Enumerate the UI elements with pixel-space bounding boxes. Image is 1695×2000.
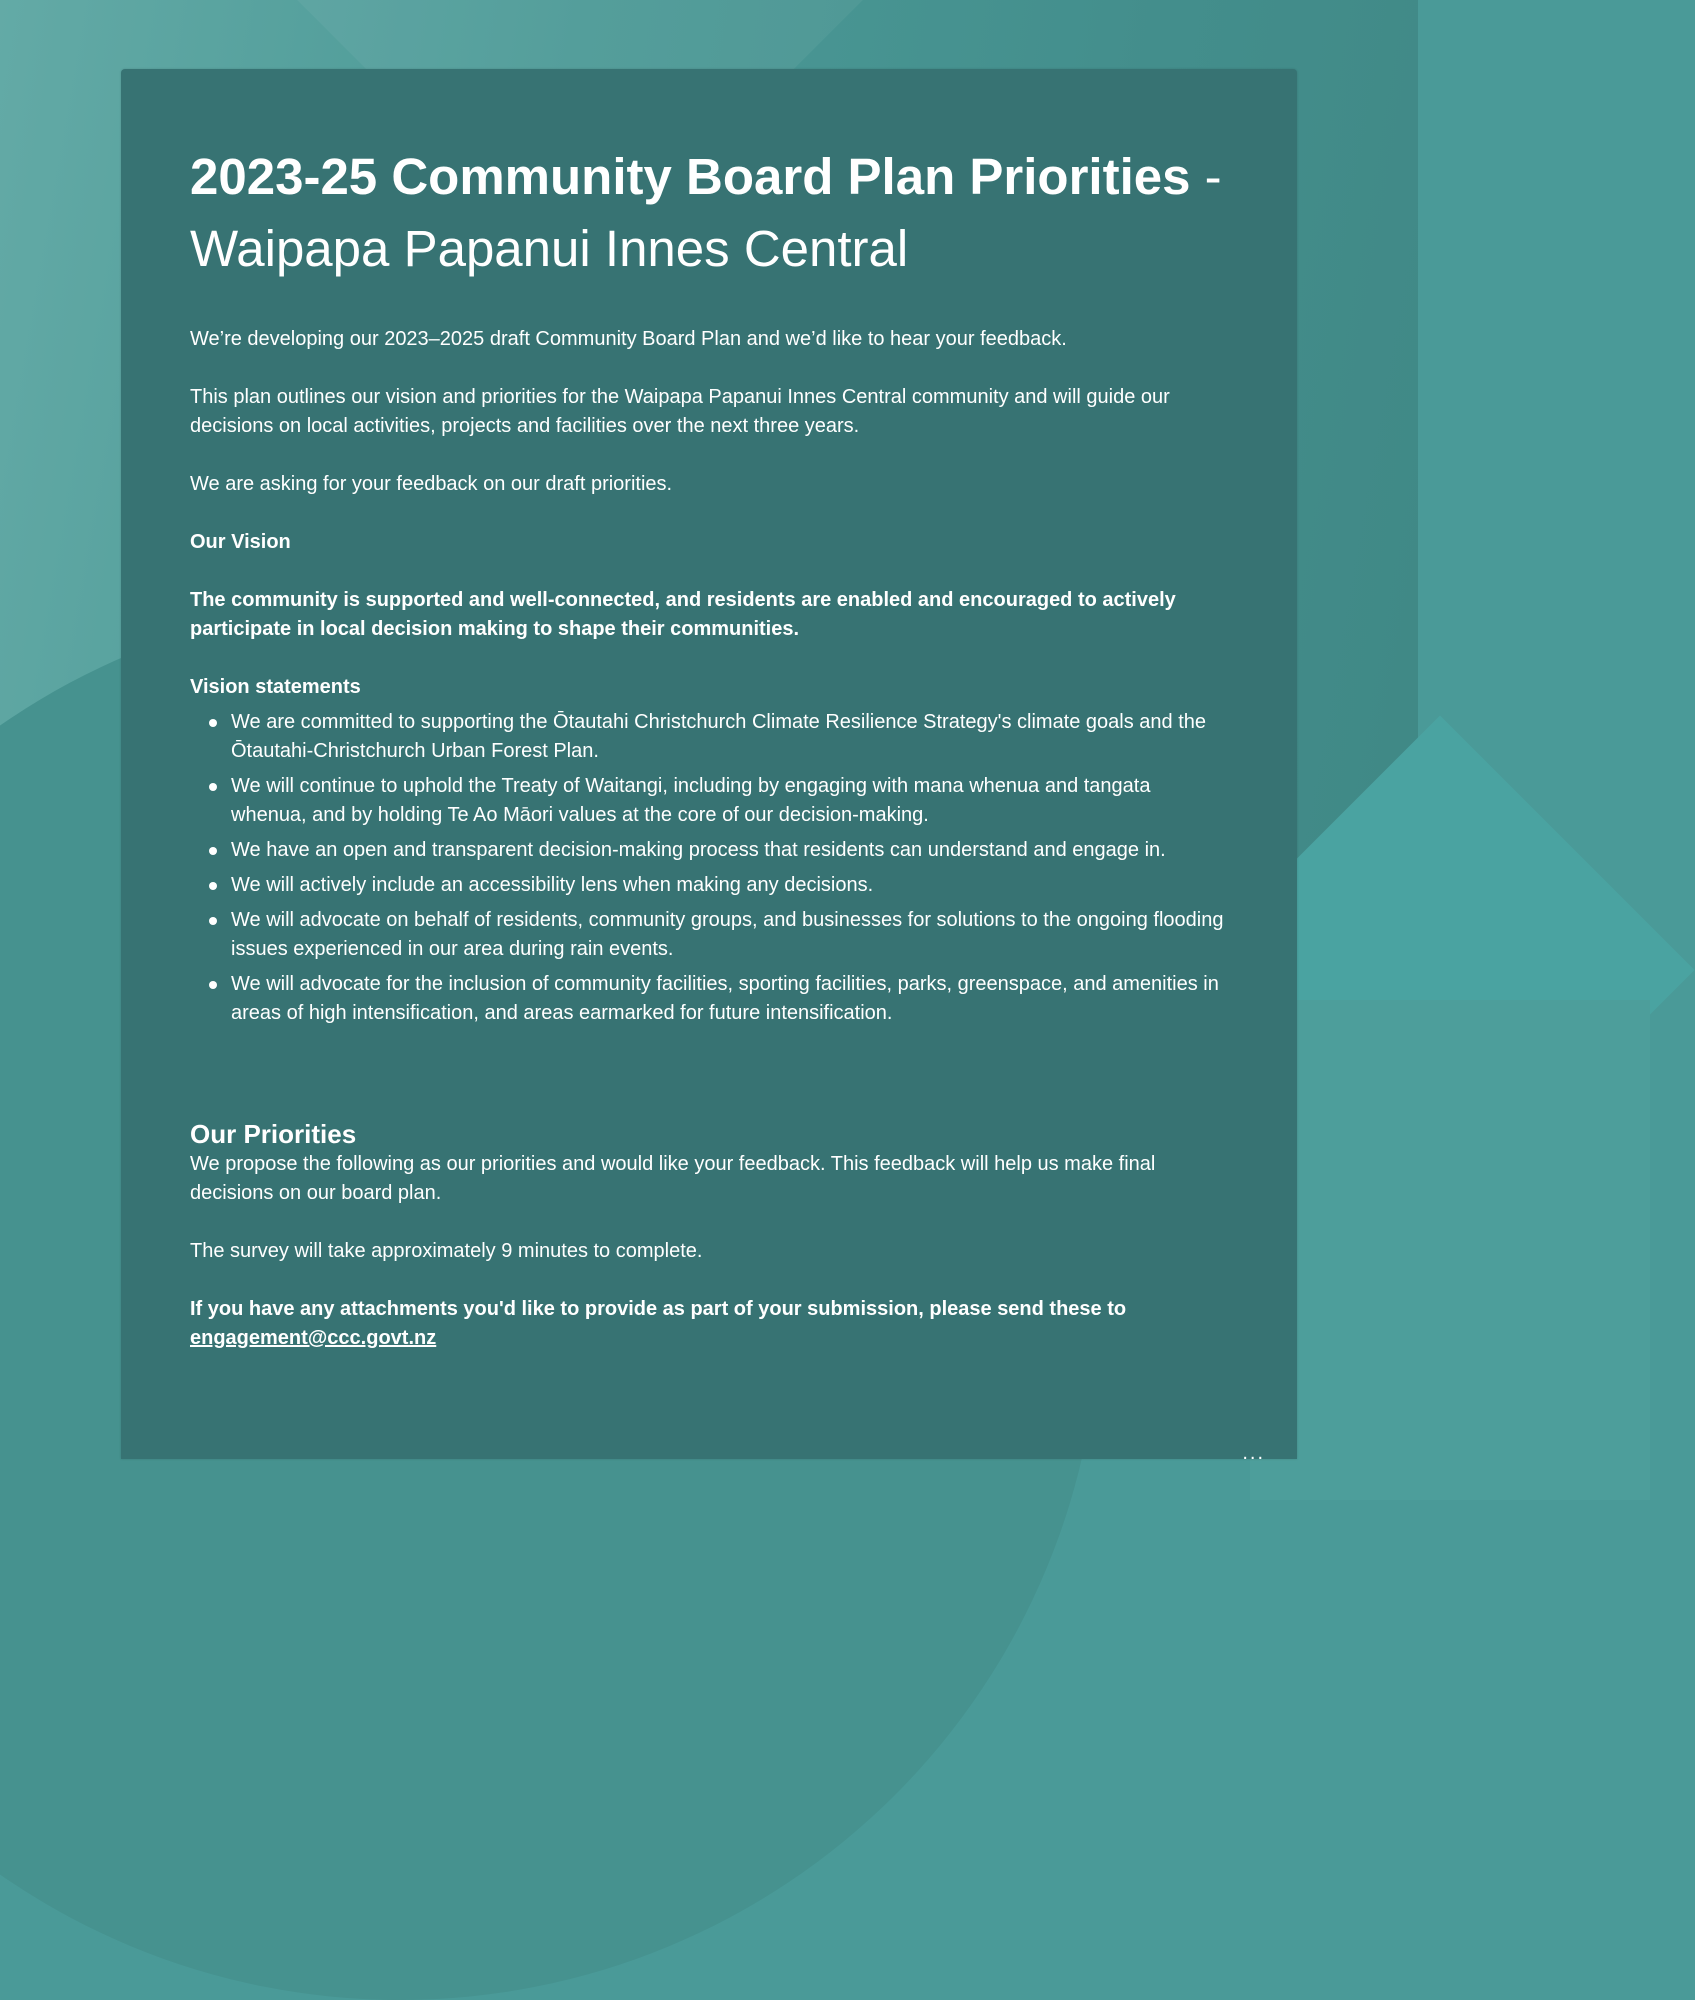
priorities-paragraph: We propose the following as our priorities and would like your feedback. This feedback will help us make final decisions on our board plan. (190, 1153, 1156, 1204)
background-shape (1250, 1000, 1650, 1500)
list-item: We will actively include an accessibility lens when making any decisions. (231, 871, 1228, 900)
vision-heading: Our Vision (190, 531, 291, 553)
priorities-heading: Our Priorities (190, 1119, 357, 1149)
page-title-strong: 2023-25 Community Board Plan Priorities (190, 148, 1191, 205)
priorities-paragraph: The survey will take approximately 9 minutes to complete. (190, 1240, 703, 1262)
intro-paragraph: We’re developing our 2023–2025 draft Community Board Plan and we’d like to hear your feedback. (190, 328, 1067, 350)
more-options-icon[interactable]: ... (1242, 1442, 1265, 1464)
vision-statements-heading: Vision statements (190, 676, 361, 698)
attachments-paragraph (190, 1295, 1228, 1353)
attachments-text: If you have any attachments you'd like to provide as part of your submission, please send these to (190, 1298, 1127, 1320)
priorities-description (190, 1150, 1228, 1353)
page-title-rest: - Waipapa Papanui Innes Central (190, 148, 1222, 277)
page-title (190, 141, 1228, 285)
vision-statements-list (190, 708, 1228, 1028)
form-description (190, 325, 1228, 1028)
list-item: We have an open and transparent decision-making process that residents can understand and engage in. (231, 836, 1228, 865)
list-item: We will continue to uphold the Treaty of Waitangi, including by engaging with mana whenua and tangata whenua, and by holding Te Ao Māori values at the core of our decision-making. (231, 772, 1228, 830)
email-link[interactable]: engagement@ccc.govt.nz (190, 1327, 437, 1349)
list-item: We will advocate for the inclusion of community facilities, sporting facilities, parks, greenspace, and amenities in areas of high intensification, and areas earmarked for future intensification. (231, 970, 1228, 1028)
vision-statement: The community is supported and well-connected, and residents are enabled and encouraged to actively participate in local decision making to shape their communities. (190, 589, 1176, 640)
form-header-panel (121, 69, 1297, 1464)
intro-paragraph: This plan outlines our vision and priorities for the Waipapa Papanui Innes Central community and will guide our decisions on local activities, projects and facilities over the next three years. (190, 386, 1170, 437)
list-item: We will advocate on behalf of residents, community groups, and businesses for solutions to the ongoing flooding issues experienced in our area during rain events. (231, 906, 1228, 964)
intro-paragraph: We are asking for your feedback on our draft priorities. (190, 473, 673, 495)
list-item: We are committed to supporting the Ōtautahi Christchurch Climate Resilience Strategy's climate goals and the Ōtautahi-Christchurch Urban Forest Plan. (231, 708, 1228, 766)
